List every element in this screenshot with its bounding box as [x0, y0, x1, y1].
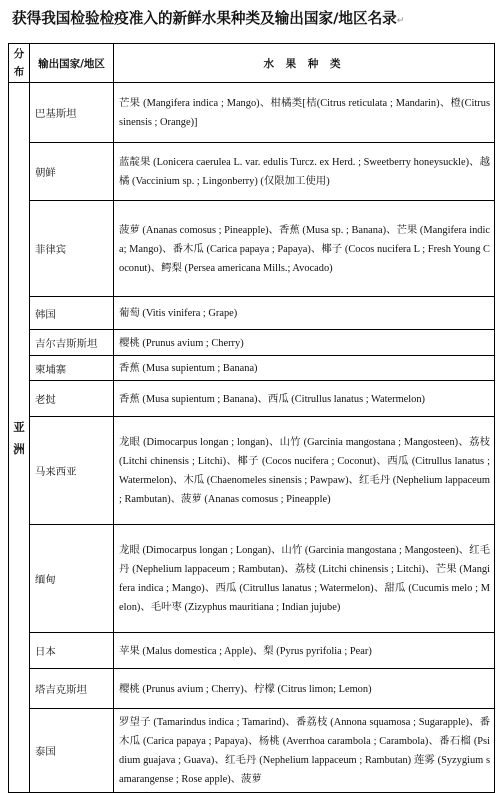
fruits-cell: 龙眼 (Dimocarpus longan ; Longan)、山竹 (Garcinia mangostana ; Mangosteen)、红毛丹 (Nephelium lappaceum ; Rambutan)、荔枝 (Litchi chinensis ; Litchi)、芒果 (Mangifera indica ; Mango)、西瓜 (Citrullus lanatus ; Watermelon)、甜瓜 (Cucumis melo ; Melon)、毛叶枣 (Zizyphus mauritiana ; Indian jujube)	[114, 525, 495, 633]
table-row	[9, 381, 495, 417]
table-row	[9, 356, 495, 381]
country-cell: 塔吉克斯坦	[30, 669, 114, 709]
paragraph-mark-icon: ↵	[396, 16, 405, 26]
fruits-cell: 香蕉 (Musa supientum ; Banana)	[114, 356, 495, 381]
country-cell: 马来西亚	[30, 417, 114, 525]
fruits-cell: 香蕉 (Musa supientum ; Banana)、西瓜 (Citrullus lanatus ; Watermelon)	[114, 381, 495, 417]
title-text: 获得我国检验检疫准入的新鲜水果种类及输出国家/地区名录	[12, 10, 397, 27]
table-header-row	[9, 44, 495, 83]
country-cell: 韩国	[30, 297, 114, 330]
country-cell: 柬埔寨	[30, 356, 114, 381]
region-cell-asia: 亚洲	[9, 83, 30, 793]
document-title	[12, 4, 502, 34]
fruits-cell: 罗望子 (Tamarindus indica ; Tamarind)、番荔枝 (Annona squamosa ; Sugarapple)、番木瓜 (Carica papaya ; Papaya)、杨桃 (Averrhoa carambola ; Carambola)、番石榴 (Psidium guajava ; Guava)、红毛丹 (Nephelium lappaceum ; Rambutan) 莲雾 (Syzygium samarangense ; Rose apple)、菠萝	[114, 709, 495, 793]
fruit-import-table	[8, 43, 495, 793]
country-cell: 吉尔吉斯斯坦	[30, 330, 114, 356]
table-row	[9, 201, 495, 297]
fruits-cell: 葡萄 (Vitis vinifera ; Grape)	[114, 297, 495, 330]
table-row	[9, 669, 495, 709]
fruits-cell: 樱桃 (Prunus avium ; Cherry)、柠檬 (Citrus limon; Lemon)	[114, 669, 495, 709]
header-country: 输出国家/地区	[30, 44, 114, 83]
country-cell: 朝鲜	[30, 143, 114, 201]
table-row	[9, 709, 495, 793]
country-cell: 缅甸	[30, 525, 114, 633]
fruits-cell: 龙眼 (Dimocarpus longan ; longan)、山竹 (Garcinia mangostana ; Mangosteen)、荔枝 (Litchi chinensis ; Litchi)、椰子 (Cocos nucifera ; Coconut)、西瓜 (Citrullus lanatus ; Watermelon)、木瓜 (Chaenomeles sinensis ; Pawpaw)、红毛丹 (Nephelium lappaceum ; Rambutan)、菠萝 (Ananas comosus ; Pineapple)	[114, 417, 495, 525]
fruits-cell: 苹果 (Malus domestica ; Apple)、梨 (Pyrus pyrifolia ; Pear)	[114, 633, 495, 669]
country-cell: 泰国	[30, 709, 114, 793]
header-fruit-types: 水 果 种 类	[114, 44, 495, 83]
table-row	[9, 633, 495, 669]
table-row	[9, 330, 495, 356]
table-row	[9, 417, 495, 525]
table-row	[9, 297, 495, 330]
header-region: 分布	[9, 44, 30, 83]
country-cell: 日本	[30, 633, 114, 669]
table-row	[9, 83, 495, 143]
country-cell: 巴基斯坦	[30, 83, 114, 143]
fruits-cell: 菠萝 (Ananas comosus ; Pineapple)、香蕉 (Musa sp. ; Banana)、芒果 (Mangifera indica; Mango)、番木瓜 (Carica papaya ; Papaya)、椰子 (Cocos nucifera L ; Fresh Young Coconut)、鳄梨 (Persea americana Mills.; Avocado)	[114, 201, 495, 297]
fruits-cell: 樱桃 (Prunus avium ; Cherry)	[114, 330, 495, 356]
country-cell: 菲律宾	[30, 201, 114, 297]
table-row	[9, 143, 495, 201]
table-row	[9, 525, 495, 633]
fruits-cell: 蓝靛果 (Lonicera caerulea L. var. edulis Turcz. ex Herd. ; Sweetberry honeysuckle)、越橘 (Vaccinium sp. ; Lingonberry) (仅限加工使用)	[114, 143, 495, 201]
country-cell: 老挝	[30, 381, 114, 417]
fruits-cell: 芒果 (Mangifera indica ; Mango)、柑橘类[桔(Citrus reticulata ; Mandarin)、橙(Citrus sinensis ; Orange)]	[114, 83, 495, 143]
